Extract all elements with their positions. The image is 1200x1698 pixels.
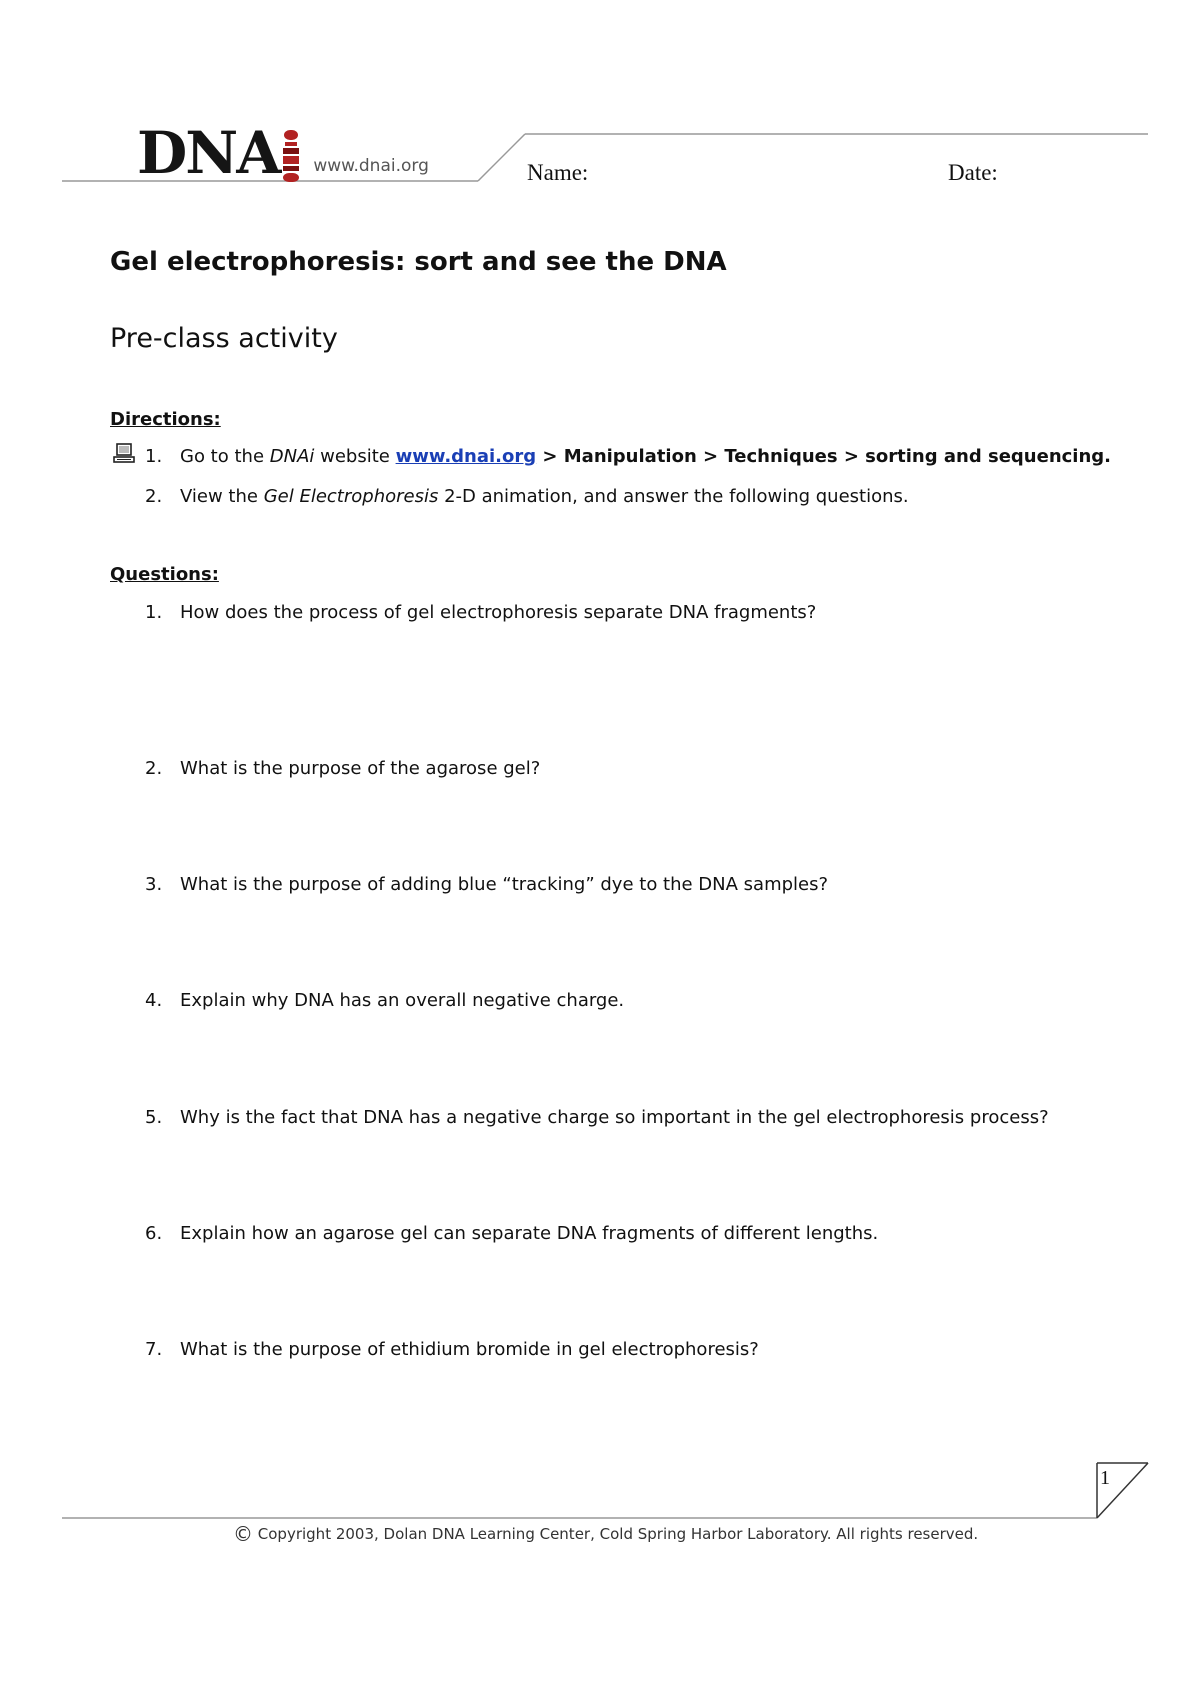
page-subtitle: Pre-class activity xyxy=(110,323,338,354)
question-text: Explain how an agarose gel can separate DNA fragments of different lengths. xyxy=(180,1223,879,1244)
direction-item-1 xyxy=(145,446,1111,467)
computer-icon xyxy=(113,443,135,463)
direction-text: View the xyxy=(180,486,264,507)
question-text: Explain why DNA has an overall negative charge. xyxy=(180,990,625,1011)
chromosome-icon xyxy=(281,130,301,182)
copyright-text: Copyright 2003, Dolan DNA Learning Center, Cold Spring Harbor Laboratory. All rights reserved. xyxy=(257,1525,979,1543)
direction-text: website xyxy=(314,446,396,467)
question-text: What is the purpose of ethidium bromide in gel electrophoresis? xyxy=(180,1339,759,1360)
question-number: 6. xyxy=(145,1223,163,1244)
logo-url: www.dnai.org xyxy=(313,156,429,176)
question-number: 4. xyxy=(145,990,163,1011)
date-label: Date: xyxy=(948,160,998,185)
page-number: 1 xyxy=(1100,1467,1110,1489)
dnai-logo xyxy=(137,119,429,187)
animation-name: Gel Electrophoresis xyxy=(263,486,439,507)
question-number: 1. xyxy=(145,602,163,623)
logo-text: DNA xyxy=(137,119,280,187)
question-number: 2. xyxy=(145,758,163,779)
question-number: 5. xyxy=(145,1107,163,1128)
direction-text: Go to the xyxy=(180,446,270,467)
direction-number: 2. xyxy=(145,486,163,507)
site-name: DNAi xyxy=(269,446,315,467)
directions-heading: Directions: xyxy=(110,409,221,430)
question-number: 3. xyxy=(145,874,163,895)
question-item xyxy=(145,602,816,623)
direction-number: 1. xyxy=(145,446,163,467)
question-item xyxy=(145,1339,759,1360)
name-label: Name: xyxy=(527,160,589,185)
navigation-path: > Manipulation > Techniques > sorting and sequencing. xyxy=(536,446,1112,467)
questions-heading: Questions: xyxy=(110,564,219,585)
question-item xyxy=(145,990,624,1011)
question-item xyxy=(145,874,828,895)
question-text: Why is the fact that DNA has a negative charge so important in the gel electrophoresis process? xyxy=(180,1107,1049,1128)
question-text: How does the process of gel electrophoresis separate DNA fragments? xyxy=(180,602,817,623)
direction-text: 2-D animation, and answer the following questions. xyxy=(438,486,909,507)
direction-item-2 xyxy=(145,486,909,507)
copyright-notice xyxy=(233,1522,978,1546)
dnai-website-link[interactable]: www.dnai.org xyxy=(395,446,537,467)
page-title: Gel electrophoresis: sort and see the DNA xyxy=(110,247,727,277)
question-text: What is the purpose of the agarose gel? xyxy=(180,758,541,779)
question-number: 7. xyxy=(145,1339,163,1360)
copyright-icon: © xyxy=(233,1522,253,1546)
header-rule xyxy=(0,0,1200,220)
question-item xyxy=(145,1107,1049,1128)
question-text: What is the purpose of adding blue “tracking” dye to the DNA samples? xyxy=(180,874,829,895)
question-item xyxy=(145,758,540,779)
question-item xyxy=(145,1223,878,1244)
